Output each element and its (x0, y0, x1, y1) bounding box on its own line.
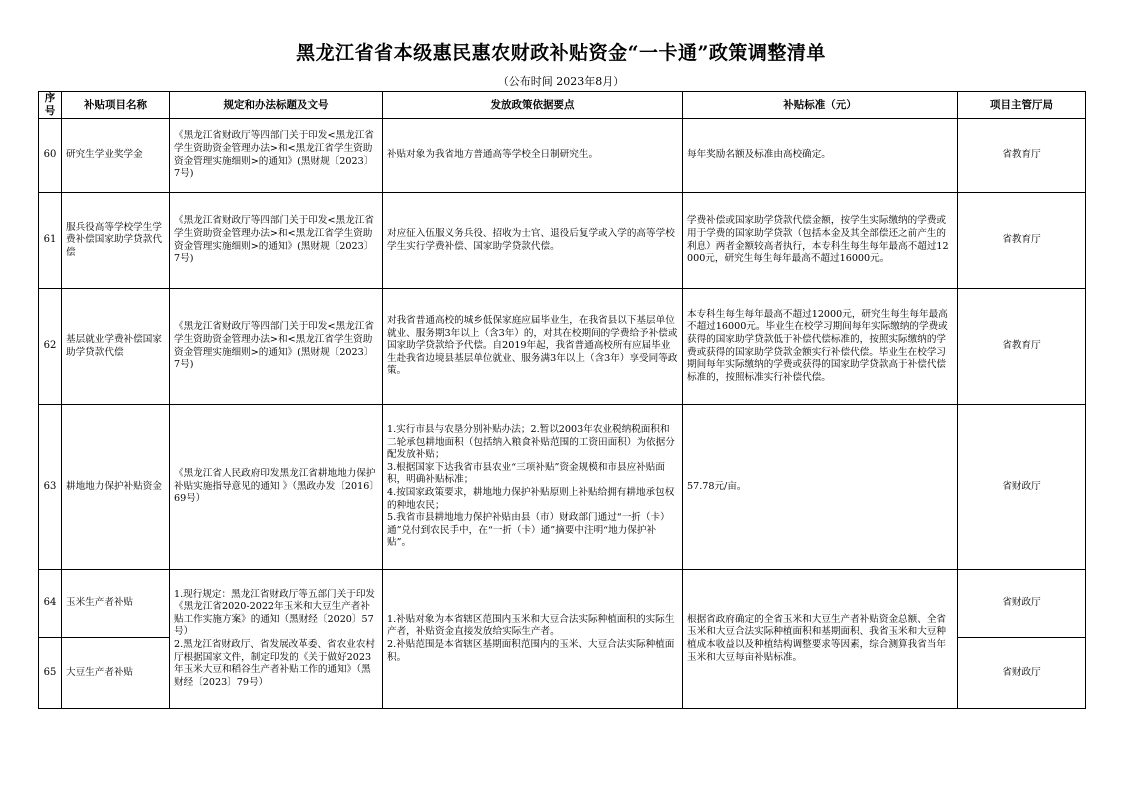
row-no: 63 (39, 405, 62, 570)
merged-standard: 根据省政府确定的全省玉米和大豆生产者补贴资金总额、全省玉米和大豆合法实际种植面积和基期面积、我省玉米和大豆种植成本收益以及种植结构调整要求等因素，综合测算我省当年玉米和大豆每亩补贴标准。 (683, 570, 958, 709)
row-department: 省教育厅 (958, 289, 1086, 405)
row-basis: 补贴对象为我省地方普通高等学校全日制研究生。 (383, 119, 683, 193)
row-department: 省教育厅 (958, 119, 1086, 193)
row-item-name: 基层就业学费补偿国家助学贷款代偿 (62, 289, 170, 405)
row-standard: 本专科生每生每年最高不超过12000元，研究生每生每年最高不超过16000元。毕业生在校学习期间每年实际缴纳的学费或获得的国家助学贷款低于补偿代偿标准的，按照实际缴纳的学费或获得的国家助学贷款金额实行补偿代偿。毕业生在校学习期间每年实际缴纳的学费或获得的国家助学贷款高于补偿代偿标准的，按照标准实行补偿代偿。 (683, 289, 958, 405)
row-basis: 对我省普通高校的城乡低保家庭应届毕业生，在我省县以下基层单位就业、服务期3年以上（含3年）的，对其在校期间的学费给予补偿或国家助学贷款给予代偿。自2019年起，我省普通高校所有应届毕业生赴我省边境县基层单位就业、服务满3年以上（含3年）享受同等政策。 (383, 289, 683, 405)
row-regulation: 《黑龙江省财政厅等四部门关于印发<黑龙江省学生资助资金管理办法>和<黑龙江省学生资助资金管理实施细则>的通知》(黑财规〔2023〕7号) (170, 193, 383, 289)
row-no: 65 (39, 638, 62, 709)
regulation-line: 1.现行规定：黑龙江省财政厅等五部门关于印发《黑龙江省2020-2022年玉米和大豆生产者补贴工作实施方案》的通知（黑财经〔2020〕57号） (174, 588, 376, 638)
table-row (39, 570, 1086, 638)
row-department: 省财政厅 (958, 570, 1086, 638)
row-basis: 对应征入伍服义务兵役、招收为士官、退役后复学或入学的高等学校学生实行学费补偿、国家助学贷款代偿。 (383, 193, 683, 289)
page-title: 黑龙江省省本级惠民惠农财政补贴资金“一卡通”政策调整清单 (296, 42, 826, 64)
row-standard: 57.78元/亩。 (683, 405, 958, 570)
basis-line: 5.我省市县耕地地力保护补贴由县（市）财政部门通过“一折（卡）通”兑付到农民手中，在“一折（卡）通”摘要中注明“地力保护补贴”。 (387, 512, 670, 549)
row-item-name: 服兵役高等学校学生学费补偿国家助学贷款代偿 (62, 193, 170, 289)
row-department: 省财政厅 (958, 405, 1086, 570)
row-item-name: 研究生学业奖学金 (62, 119, 170, 193)
row-no: 61 (39, 193, 62, 289)
row-regulation: 《黑龙江省财政厅等四部门关于印发<黑龙江省学生资助资金管理办法>和<黑龙江省学生资助资金管理实施细则>的通知》(黑财规〔2023〕7号) (170, 289, 383, 405)
merged-basis (383, 570, 683, 709)
row-standard: 每年奖励名额及标准由高校确定。 (683, 119, 958, 193)
basis-line: 3.根据国家下达我省市县农业“三项补贴”资金规模和市县应补贴面积，明确补贴标准； (387, 461, 665, 486)
row-item-name: 大豆生产者补贴 (62, 638, 170, 709)
merged-regulation (170, 570, 383, 709)
row-standard: 学费补偿或国家助学贷款代偿金额，按学生实际缴纳的学费或用于学费的国家助学贷款（包括本金及其全部偿还之前产生的利息）两者金额较高者执行，本专科生每生每年最高不超过12000元，研究生每生每年最高不超过16000元。 (683, 193, 958, 289)
table-row (39, 405, 1086, 570)
basis-line: 1.实行市县与农垦分别补贴办法；2.暂以2003年农业税纳税面积和二轮承包耕地面积（包括纳入粮食补贴范围的工资田面积）为依据分配发放补贴； (387, 424, 675, 461)
row-no: 62 (39, 289, 62, 405)
row-regulation: 《黑龙江省财政厅等四部门关于印发<黑龙江省学生资助资金管理办法>和<黑龙江省学生资助资金管理实施细则>的通知》(黑财规〔2023〕7号) (170, 119, 383, 193)
row-department: 省教育厅 (958, 193, 1086, 289)
regulation-line: 2.黑龙江省财政厅、省发展改革委、省农业农村厅根据国家文件，制定印发的《关于做好2023年玉米大豆和稻谷生产者补贴工作的通知》（黑财经〔2023〕79号） (174, 639, 376, 688)
header-item-name: 补贴项目名称 (62, 92, 170, 119)
header-basis: 发放政策依据要点 (383, 92, 683, 119)
basis-line: 4.按国家政策要求，耕地地力保护补贴原则上补贴给拥有耕地承包权的种地农民； (387, 487, 675, 511)
publish-date: （公布时间 2023年8月） (497, 75, 625, 88)
table-row (39, 119, 1086, 193)
header-department: 项目主管厅局 (958, 92, 1086, 119)
table-row (39, 193, 1086, 289)
table-row (39, 289, 1086, 405)
row-regulation: 《黑龙江省人民政府印发黑龙江省耕地地力保护补贴实施指导意见的通知 》（黑政办发〔2016〕69号） (170, 405, 383, 570)
table-header-row (39, 92, 1086, 119)
header-regulation: 规定和办法标题及文号 (170, 92, 383, 119)
row-no: 64 (39, 570, 62, 638)
row-item-name: 玉米生产者补贴 (62, 570, 170, 638)
row-department: 省财政厅 (958, 638, 1086, 709)
policy-table (38, 91, 1086, 709)
row-no: 60 (39, 119, 62, 193)
row-basis (383, 405, 683, 570)
basis-line: 1.补贴对象为本省辖区范围内玉米和大豆合法实际种植面积的实际生产者，补贴资金直接发放给实际生产者。 (387, 613, 675, 638)
row-item-name: 耕地地力保护补贴资金 (62, 405, 170, 570)
header-no: 序号 (39, 92, 62, 119)
header-standard: 补贴标准（元） (683, 92, 958, 119)
basis-line: 2.补贴范围是本省辖区基期面积范围内的玉米、大豆合法实际种植面积。 (387, 639, 675, 663)
